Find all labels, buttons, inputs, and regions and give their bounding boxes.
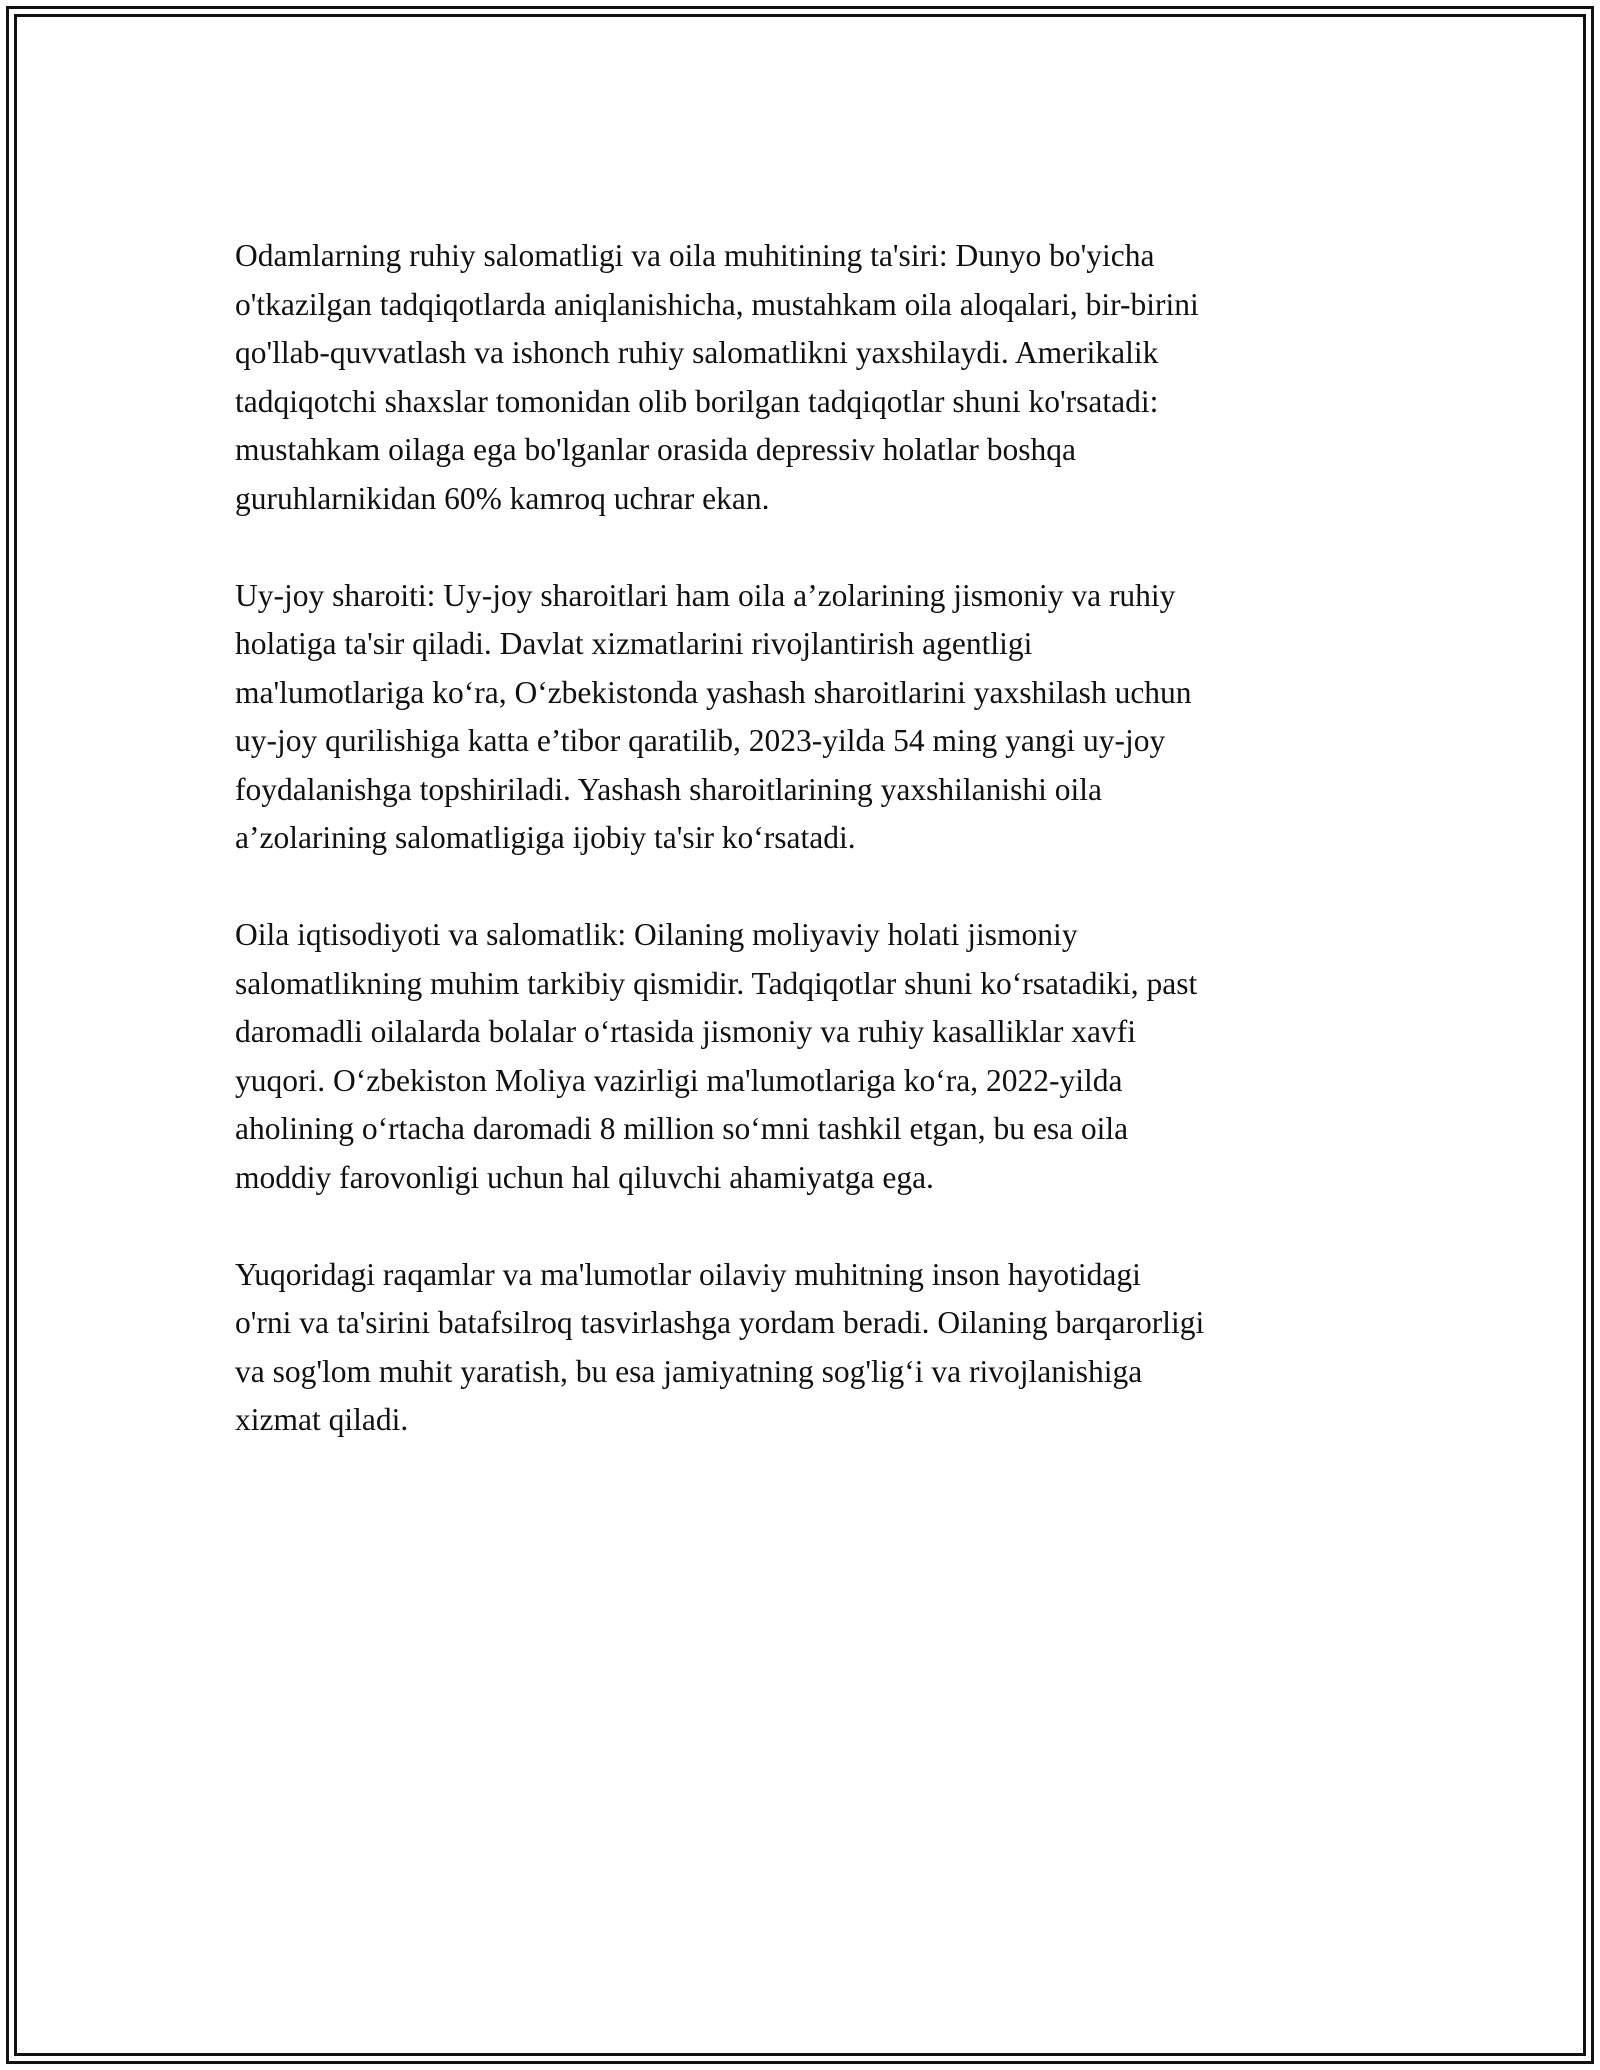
document-body — [235, 232, 1375, 1493]
paragraph-housing: Uy-joy sharoiti: Uy-joy sharoitlari ham oila a’zolarining jismoniy va ruhiy holatiga ta'sir qiladi. Davlat xizmatlarini rivojlantirish agentligi ma'lumotlariga ko‘ra, O‘zbekistonda yashash sharoitlarini yaxshilash uchun uy-joy qurilishiga katta e’tibor qaratilib, 2023-yilda 54 ming yangi uy-joy foydalanishga topshiriladi. Yashash sharoitlarining yaxshilanishi oila a’zolarining salomatligiga ijobiy ta'sir ko‘rsatadi. — [235, 577, 1192, 855]
paragraph-family-economy: Oila iqtisodiyoti va salomatlik: Oilaning moliyaviy holati jismoniy salomatlikning muhim tarkibiy qismidir. Tadqiqotlar shuni ko‘rsatadiki, past daromadli oilalarda bolalar o‘rtasida jismoniy va ruhiy kasalliklar xavfi yuqori. O‘zbekiston Moliya vazirligi ma'lumotlariga ko‘ra, 2022-yilda aholining o‘rtacha daromadi 8 million so‘mni tashkil etgan, bu esa oila moddiy farovonligi uchun hal qiluvchi ahamiyatga ega. — [235, 917, 1198, 1195]
paragraph-mental-health: Odamlarning ruhiy salomatligi va oila muhitining ta'siri: Dunyo bo'yicha o'tkazilgan tadqiqotlarda aniqlanishicha, mustahkam oila aloqalari, bir-birini qo'llab-quvvatlash va ishonch ruhiy salomatlikni yaxshilaydi. Amerikalik tadqiqotchi shaxslar tomonidan olib borilgan tadqiqotlar shuni ko'rsatadi: mustahkam oilaga ega bo'lganlar orasida depressiv holatlar boshqa guruhlarnikidan 60% kamroq uchrar ekan. — [235, 238, 1199, 516]
paragraph-conclusion: Yuqoridagi raqamlar va ma'lumotlar oilaviy muhitning inson hayotidagi o'rni va ta'sirini batafsilroq tasvirlashga yordam beradi. Oilaning barqarorligi va sog'lom muhit yaratish, bu esa jamiyatning sog'lig‘i va rivojlanishiga xizmat qiladi. — [235, 1256, 1205, 1437]
